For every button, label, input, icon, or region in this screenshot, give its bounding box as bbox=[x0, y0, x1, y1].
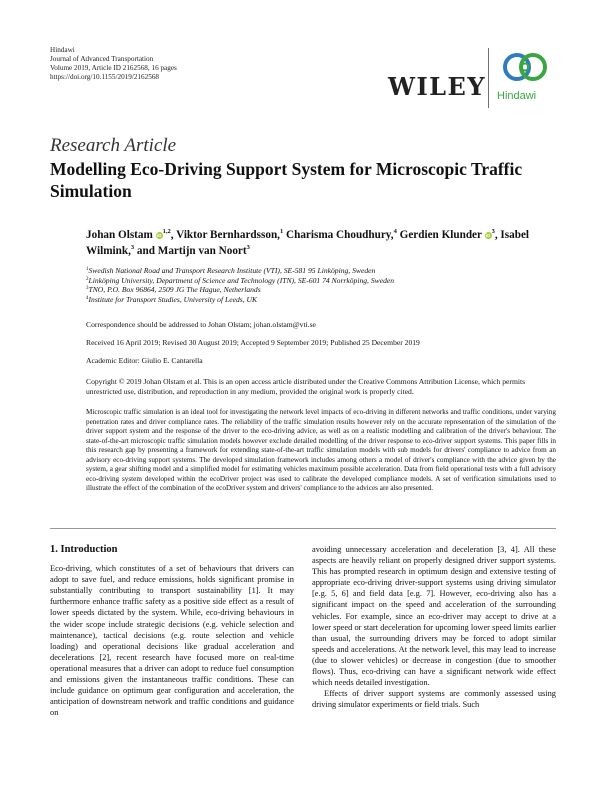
author[interactable]: Viktor Bernhardsson,$^1$ bbox=[176, 228, 284, 241]
affiliations bbox=[86, 266, 394, 304]
publisher-line: Hindawi bbox=[50, 46, 75, 54]
journal-name: Journal of Advanced Transportation bbox=[50, 55, 154, 63]
hindawi-wordmark: Hindawi bbox=[497, 90, 537, 102]
orcid-icon[interactable]: iD bbox=[485, 233, 491, 238]
paper-title: Modelling Eco-Driving Support System for Microscopic Traffic Simulation bbox=[50, 159, 523, 201]
doi-link[interactable]: https://doi.org/10.1155/2019/2162568 bbox=[50, 73, 160, 81]
correspondence: Correspondence should be addressed to Johan Olstam; johan.olstam@vti.se bbox=[86, 320, 316, 329]
article-type: Research Article bbox=[50, 135, 177, 156]
author[interactable]: Charisma Choudhury,$^4$ bbox=[286, 228, 397, 241]
affiliation: $^4$Institute for Transport Studies, University of Leeds, UK bbox=[86, 294, 258, 304]
abstract: Microscopic traffic simulation is an ideal tool for investigating the network level impacts of eco-driving in different networks and traffic conditions, under varying penetration rates and driver compliance rates. The reliability of the traffic simulation results however rely on the accurate representation of the simulation of the driver support system and the response of the driver to the eco-driving advice, as well as on a realistic modelling and calibration of the driver's behaviour. The state-of-the-art microscopic traffic simulation models however exclude detailed modelling of the driver response to eco-driver support systems. This paper fills in this research gap by presenting a framework for extending state-of-the-art traffic simulation models with sub models for drivers' compliance to advice from an advisory eco-driving support systems. The developed simulation framework includes among others a model of driver's compliance with the advice given by the system, a gear shifting model and a simplified model for estimating vehicles maximum possible acceleration. Data from field operational tests with a full advisory eco-driving system developed within the ecoDriver project was used to calibrate the developed compliance models. A set of verification simulations used to illustrate the effect of the combination of the ecoDriver system and drivers' compliance to the advices are also presented. bbox=[86, 408, 556, 492]
body-column-left bbox=[50, 544, 294, 718]
author[interactable]: Gerdien Klunder $iD^3$ bbox=[399, 228, 495, 241]
body-column-right bbox=[312, 544, 556, 710]
section-heading: 1. Introduction bbox=[50, 544, 118, 555]
affiliation: $^1$Swedish National Road and Transport Research Institute (VTI), SE-581 95 Linköping, Sweden bbox=[86, 266, 376, 275]
journal-header bbox=[50, 46, 177, 82]
copyright-notice: Copyright © 2019 Johan Olstam et al. This is an open access article distributed under the Creative Commons Attribution License, which permits unrestricted use, distribution, and reproduction in any medium, provided the original work is properly cited. bbox=[86, 377, 526, 396]
author[interactable]: and Martijn van Noort$^3$ bbox=[136, 243, 250, 257]
wiley-logo: WILEY bbox=[388, 72, 486, 101]
section-divider bbox=[50, 528, 556, 529]
body-paragraph: Effects of driver support systems are commonly assessed using driving simulator experiments or field trials. Such bbox=[312, 689, 556, 710]
author-list: Johan Olstam iD$^{1,2}$, Viktor Bernhardsson,$^1$ Charisma Choudhury,$^4$ Gerdien Klunder $iD^3$, Isabel Wilmink,$^3$ and Martijn van Noort$^3$ bbox=[86, 228, 530, 257]
affiliation: $^3$TNO, P.O. Box 96864, 2509 JG The Hague, Netherlands bbox=[86, 285, 261, 294]
volume-line: Volume 2019, Article ID 2162568, 16 pages bbox=[50, 64, 177, 72]
article-dates: Received 16 April 2019; Revised 30 August 2019; Accepted 9 September 2019; Published 25 December 2019 bbox=[86, 338, 420, 347]
logo-divider bbox=[488, 48, 489, 108]
affiliation: $^2$Linköping University, Department of Science and Technology (ITN), SE-601 74 Norrköping, Sweden bbox=[86, 275, 395, 285]
body-paragraph: avoiding unnecessary acceleration and deceleration [3, 4]. All these aspects are heavily reliant on properly designed driver support systems. This has prompted research in optimum design and extensive testing of appropriate eco-driving driver-support systems using driving simulator [e.g. 5, 6] and field data [e.g. 7]. However, eco-driving also has a significant impact on the speed and acceleration of the surrounding vehicles. For example, since an eco-driver may accept to drive at a lower speed or start deceleration for upcoming lower speed limits earlier than usual, the surrounding drivers may be forced to adopt similar speeds and accelerations. At the network level, this may lead to increase (due to slower vehicles) or decrease in congestion (due to smoother flows). Thus, eco-driving can have a significant network wide effect which needs detailed investigation. bbox=[312, 545, 556, 688]
hindawi-logo-icon bbox=[496, 44, 556, 90]
orcid-icon[interactable]: iD bbox=[156, 233, 162, 238]
academic-editor: Academic Editor: Giulio E. Cantarella bbox=[86, 356, 203, 365]
body-paragraph: Eco-driving, which constitutes of a set of behaviours that drivers can adopt to save fuel, and reduce emissions, holds significant promise in substantially contributing to transport sustainability [1]. It may furthermore enhance traffic safety as a positive side effect as a result of lower speeds dictated by the system. While, eco-driving behaviours in the wider scope include strategic decisions (e.g. vehicle selection and maintenance), tactical decisions (e.g. route selection and vehicle loading) and operational decisions like gradual acceleration and decelerations [2], recent research have focused more on real-time operational measures that a driver can adopt to reduce fuel consumption and emissions given the instantaneous traffic conditions. These can include guidance on optimum gear configuration and acceleration, the anticipation of downstream network and traffic conditions and guidance on bbox=[50, 564, 294, 718]
author[interactable]: Isabel Wilmink,$^3$ bbox=[86, 229, 530, 257]
author[interactable]: Johan Olstam iD$^{1,2}$ bbox=[86, 228, 171, 241]
